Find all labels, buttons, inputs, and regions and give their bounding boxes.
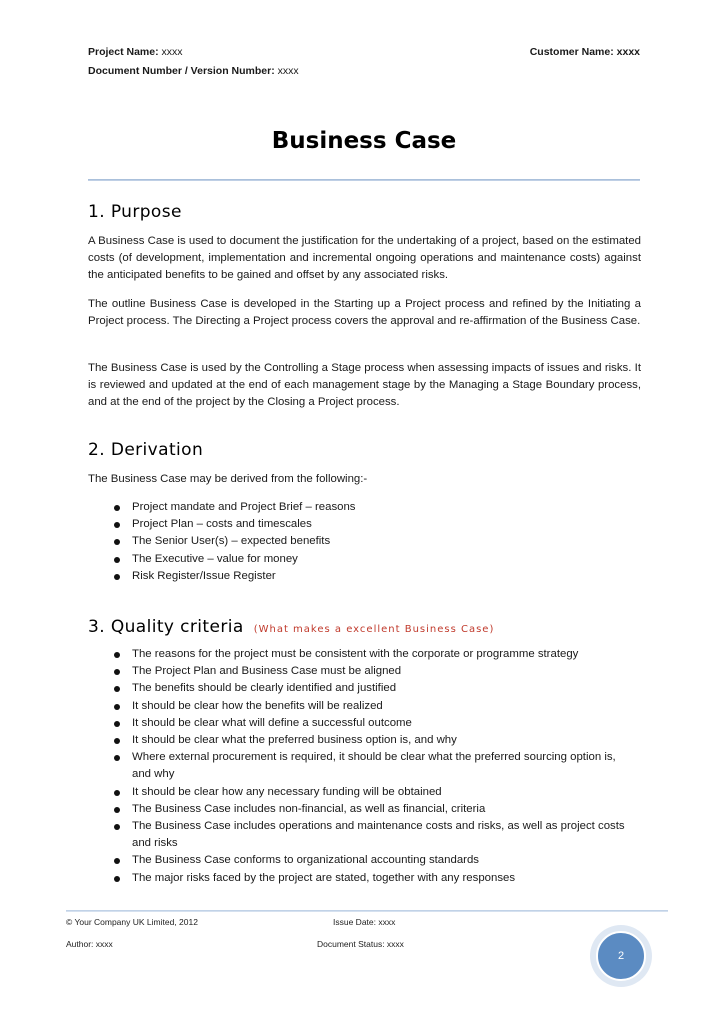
document-number-value: xxxx	[277, 65, 299, 77]
title-divider	[88, 179, 640, 181]
list-item: The reasons for the project must be consistent with the corporate or programme strategy	[110, 646, 630, 663]
derivation-heading: 2. Derivation	[88, 440, 204, 460]
header-document-number	[88, 64, 299, 78]
list-item: It should be clear how the benefits will be realized	[110, 698, 630, 715]
derivation-intro: The Business Case may be derived from the following:-	[88, 473, 368, 485]
footer-copyright: © Your Company UK Limited, 2012	[66, 917, 198, 927]
list-item: Risk Register/Issue Register	[110, 568, 630, 585]
footer-author: Author: xxxx	[66, 939, 113, 949]
list-item: Where external procurement is required, it should be clear what the preferred sourcing option is, and why	[110, 749, 630, 783]
derivation-list	[110, 499, 630, 585]
footer-issue-date: Issue Date: xxxx	[333, 917, 396, 927]
project-name-value: xxxx	[161, 46, 183, 58]
project-name-label: Project Name:	[88, 46, 159, 58]
purpose-paragraph-1: A Business Case is used to document the justification for the undertaking of a project, based on the estimated costs (of development, implementation and incremental ongoing operations and maintenance costs) against the anticipated benefits to be gained and offset by any associated risks.	[88, 235, 641, 282]
page-title: Business Case	[271, 128, 457, 154]
list-item: The Executive – value for money	[110, 551, 630, 568]
list-item: Project Plan – costs and timescales	[110, 516, 630, 533]
list-item: The benefits should be clearly identified and justified	[110, 680, 630, 697]
purpose-heading: 1. Purpose	[88, 202, 182, 222]
quality-list	[110, 646, 630, 887]
list-item: The major risks faced by the project are stated, together with any responses	[110, 870, 630, 887]
list-item: The Business Case includes operations and maintenance costs and risks, as well as project costs and risks	[110, 818, 630, 852]
purpose-paragraph-3: The Business Case is used by the Controlling a Stage process when assessing impacts of issues and risks. It is reviewed and updated at the end of each management stage by the Managing a Stage Boundary process, and at the end of the project by the Closing a Project process.	[88, 362, 641, 409]
list-item: It should be clear what the preferred business option is, and why	[110, 732, 630, 749]
list-item: The Senior User(s) – expected benefits	[110, 533, 630, 550]
quality-heading-note: (What makes a excellent Business Case)	[253, 624, 495, 635]
quality-heading-text: 3. Quality criteria	[88, 617, 244, 637]
list-item: It should be clear how any necessary funding will be obtained	[110, 784, 630, 801]
document-number-label: Document Number / Version Number:	[88, 65, 275, 77]
list-item: It should be clear what will define a successful outcome	[110, 715, 630, 732]
page-number: 2	[596, 931, 646, 981]
footer-document-status: Document Status: xxxx	[317, 939, 404, 949]
footer-divider	[66, 910, 668, 912]
header-customer-name: Customer Name: xxxx	[529, 46, 640, 58]
list-item: The Business Case includes non-financial, as well as financial, criteria	[110, 801, 630, 818]
list-item: Project mandate and Project Brief – reasons	[110, 499, 630, 516]
purpose-paragraph-2: The outline Business Case is developed in the Starting up a Project process and refined by the Initiating a Project process. The Directing a Project process covers the approval and re-affirmation of the Business Case.	[88, 298, 641, 328]
header-project-name	[88, 45, 183, 59]
list-item: The Business Case conforms to organizational accounting standards	[110, 852, 630, 869]
list-item: The Project Plan and Business Case must be aligned	[110, 663, 630, 680]
quality-heading	[88, 617, 494, 637]
